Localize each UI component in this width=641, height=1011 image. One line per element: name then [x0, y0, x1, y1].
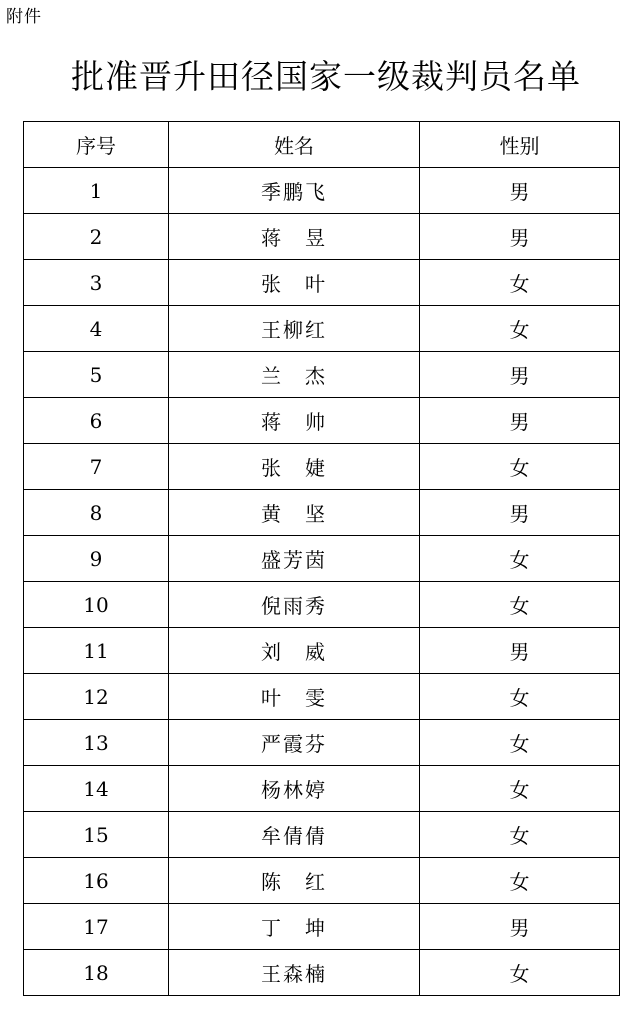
row-number: 18 [24, 950, 169, 996]
row-name-cell [169, 720, 420, 766]
row-name-cell [169, 536, 420, 582]
row-gender: 男 [420, 168, 620, 214]
row-name-cell [169, 352, 420, 398]
row-number: 10 [24, 582, 169, 628]
row-name-cell [169, 168, 420, 214]
table-row [24, 352, 620, 398]
table-row [24, 260, 620, 306]
header-gender: 性别 [420, 122, 620, 168]
row-name-cell [169, 214, 420, 260]
row-gender: 女 [420, 950, 620, 996]
row-name: 倪雨秀 [261, 594, 327, 618]
table-row [24, 582, 620, 628]
row-name: 季鹏飞 [261, 180, 327, 204]
row-gender: 女 [420, 260, 620, 306]
row-gender: 女 [420, 674, 620, 720]
row-number: 16 [24, 858, 169, 904]
row-name-cell [169, 582, 420, 628]
table-row [24, 950, 620, 996]
header-row [24, 122, 620, 168]
row-name: 陈 红 [261, 870, 327, 894]
table-row [24, 490, 620, 536]
table-row [24, 628, 620, 674]
row-gender: 女 [420, 812, 620, 858]
row-number: 2 [24, 214, 169, 260]
header-no: 序号 [24, 122, 169, 168]
row-name: 丁 坤 [261, 916, 327, 940]
row-gender: 女 [420, 306, 620, 352]
row-name-cell [169, 904, 420, 950]
row-name-cell [169, 398, 420, 444]
header-name: 姓名 [169, 122, 420, 168]
row-number: 17 [24, 904, 169, 950]
row-gender: 女 [420, 582, 620, 628]
page-title: 批准晋升田径国家一级裁判员名单 [71, 57, 581, 96]
row-gender: 女 [420, 766, 620, 812]
table-header [24, 122, 620, 168]
row-name-cell [169, 950, 420, 996]
row-name: 叶 雯 [261, 686, 327, 710]
row-name-cell [169, 628, 420, 674]
row-name: 刘 威 [261, 640, 327, 664]
row-gender: 男 [420, 214, 620, 260]
table-row [24, 720, 620, 766]
row-name-cell [169, 674, 420, 720]
table-row [24, 812, 620, 858]
row-name: 蒋 帅 [261, 410, 327, 434]
row-number: 5 [24, 352, 169, 398]
referee-roster-table [23, 121, 620, 996]
row-number: 8 [24, 490, 169, 536]
table-row [24, 214, 620, 260]
row-gender: 男 [420, 398, 620, 444]
table-body [24, 168, 620, 996]
row-name: 兰 杰 [261, 364, 327, 388]
row-number: 4 [24, 306, 169, 352]
row-name: 王柳红 [261, 318, 327, 342]
row-name: 牟倩倩 [261, 824, 327, 848]
table-row [24, 398, 620, 444]
row-number: 9 [24, 536, 169, 582]
row-gender: 女 [420, 536, 620, 582]
table-row [24, 168, 620, 214]
table-row [24, 536, 620, 582]
row-name: 黄 坚 [261, 502, 327, 526]
row-number: 6 [24, 398, 169, 444]
row-name: 盛芳茵 [261, 548, 327, 572]
row-name: 严霞芬 [261, 732, 327, 756]
table-row [24, 306, 620, 352]
table-row [24, 674, 620, 720]
table-row [24, 766, 620, 812]
row-name: 杨林婷 [261, 778, 327, 802]
row-number: 12 [24, 674, 169, 720]
row-gender: 女 [420, 858, 620, 904]
row-name: 张 婕 [261, 456, 327, 480]
row-gender: 女 [420, 720, 620, 766]
row-gender: 男 [420, 904, 620, 950]
row-gender: 男 [420, 352, 620, 398]
row-name-cell [169, 260, 420, 306]
row-name-cell [169, 858, 420, 904]
row-gender: 女 [420, 444, 620, 490]
table-row [24, 444, 620, 490]
row-number: 11 [24, 628, 169, 674]
row-name-cell [169, 444, 420, 490]
row-name: 蒋 昱 [261, 226, 327, 250]
table-row [24, 904, 620, 950]
row-number: 1 [24, 168, 169, 214]
row-name: 张 叶 [261, 272, 327, 296]
row-number: 14 [24, 766, 169, 812]
row-number: 3 [24, 260, 169, 306]
row-gender: 男 [420, 628, 620, 674]
table-row [24, 858, 620, 904]
row-name-cell [169, 306, 420, 352]
row-number: 7 [24, 444, 169, 490]
row-number: 13 [24, 720, 169, 766]
row-name-cell [169, 490, 420, 536]
row-number: 15 [24, 812, 169, 858]
attachment-label: 附件 [6, 7, 42, 27]
row-gender: 男 [420, 490, 620, 536]
row-name: 王森楠 [261, 962, 327, 986]
row-name-cell [169, 812, 420, 858]
row-name-cell [169, 766, 420, 812]
